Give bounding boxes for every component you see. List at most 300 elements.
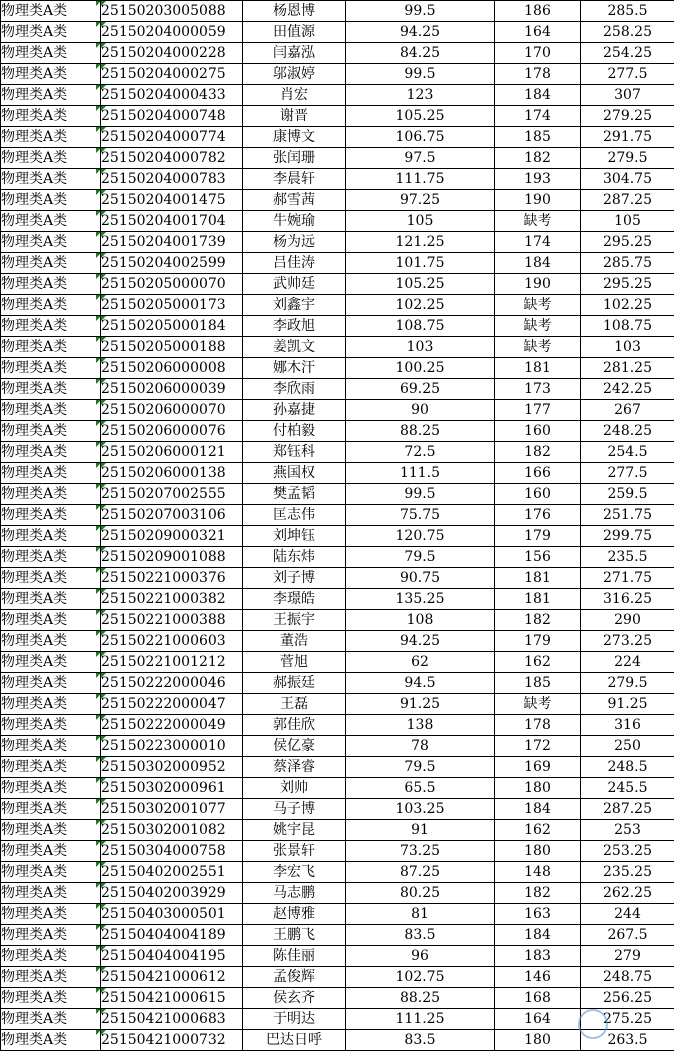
table-row[interactable] [1,484,674,505]
score2-cell[interactable]: 缺考 [495,211,581,232]
table-row[interactable] [1,106,674,127]
total-cell[interactable]: 277.5 [581,64,674,85]
score2-cell[interactable]: 169 [495,757,581,778]
exam-id-cell[interactable]: 25150207003106 [101,505,243,526]
table-row[interactable] [1,421,674,442]
category-cell[interactable]: 物理类A类 [1,316,101,337]
score2-cell[interactable]: 162 [495,820,581,841]
score2-cell[interactable]: 177 [495,400,581,421]
total-cell[interactable]: 291.75 [581,127,674,148]
total-cell[interactable]: 245.5 [581,778,674,799]
score1-cell[interactable]: 108.75 [346,316,495,337]
total-cell[interactable]: 267 [581,400,674,421]
score1-cell[interactable]: 97.25 [346,190,495,211]
exam-id-cell[interactable]: 25150204000228 [101,43,243,64]
score1-cell[interactable]: 94.5 [346,673,495,694]
total-cell[interactable]: 250 [581,736,674,757]
category-cell[interactable]: 物理类A类 [1,85,101,106]
score2-cell[interactable]: 163 [495,904,581,925]
table-row[interactable] [1,841,674,862]
table-row[interactable] [1,1009,674,1030]
table-row[interactable] [1,547,674,568]
score2-cell[interactable]: 180 [495,778,581,799]
score2-cell[interactable]: 182 [495,148,581,169]
score1-cell[interactable]: 120.75 [346,526,495,547]
exam-id-cell[interactable]: 25150404004195 [101,946,243,967]
name-cell[interactable]: 陈佳丽 [243,946,346,967]
exam-id-cell[interactable]: 25150206000070 [101,400,243,421]
category-cell[interactable]: 物理类A类 [1,64,101,85]
total-cell[interactable]: 299.75 [581,526,674,547]
category-cell[interactable]: 物理类A类 [1,568,101,589]
category-cell[interactable]: 物理类A类 [1,694,101,715]
total-cell[interactable]: 279.5 [581,148,674,169]
score1-cell[interactable]: 123 [346,85,495,106]
exam-id-cell[interactable]: 25150204000783 [101,169,243,190]
category-cell[interactable]: 物理类A类 [1,799,101,820]
category-cell[interactable]: 物理类A类 [1,43,101,64]
score2-cell[interactable]: 178 [495,715,581,736]
category-cell[interactable]: 物理类A类 [1,295,101,316]
table-row[interactable] [1,379,674,400]
score2-cell[interactable]: 173 [495,379,581,400]
score2-cell[interactable]: 166 [495,463,581,484]
total-cell[interactable]: 235.25 [581,862,674,883]
name-cell[interactable]: 侯玄齐 [243,988,346,1009]
category-cell[interactable]: 物理类A类 [1,463,101,484]
table-row[interactable] [1,925,674,946]
total-cell[interactable]: 244 [581,904,674,925]
score2-cell[interactable]: 160 [495,421,581,442]
total-cell[interactable]: 242.25 [581,379,674,400]
name-cell[interactable]: 邬淑婷 [243,64,346,85]
name-cell[interactable]: 赵博雅 [243,904,346,925]
score2-cell[interactable]: 182 [495,610,581,631]
score2-cell[interactable]: 179 [495,631,581,652]
category-cell[interactable]: 物理类A类 [1,211,101,232]
score1-cell[interactable]: 106.75 [346,127,495,148]
exam-id-cell[interactable]: 25150203005088 [101,1,243,22]
name-cell[interactable]: 刘帅 [243,778,346,799]
score1-cell[interactable]: 102.75 [346,967,495,988]
score2-cell[interactable]: 181 [495,589,581,610]
category-cell[interactable]: 物理类A类 [1,589,101,610]
score1-cell[interactable]: 94.25 [346,22,495,43]
category-cell[interactable]: 物理类A类 [1,337,101,358]
exam-id-cell[interactable]: 25150206000138 [101,463,243,484]
category-cell[interactable]: 物理类A类 [1,421,101,442]
name-cell[interactable]: 牛婉瑜 [243,211,346,232]
score1-cell[interactable]: 72.5 [346,442,495,463]
score1-cell[interactable]: 111.25 [346,1009,495,1030]
name-cell[interactable]: 于明达 [243,1009,346,1030]
exam-id-cell[interactable]: 25150221000603 [101,631,243,652]
table-row[interactable] [1,169,674,190]
exam-id-cell[interactable]: 25150221000382 [101,589,243,610]
score2-cell[interactable]: 184 [495,799,581,820]
category-cell[interactable]: 物理类A类 [1,505,101,526]
table-row[interactable] [1,904,674,925]
name-cell[interactable]: 樊孟韬 [243,484,346,505]
exam-id-cell[interactable]: 25150404004189 [101,925,243,946]
table-row[interactable] [1,568,674,589]
exam-id-cell[interactable]: 25150421000612 [101,967,243,988]
score1-cell[interactable]: 79.5 [346,757,495,778]
exam-id-cell[interactable]: 25150204000774 [101,127,243,148]
name-cell[interactable]: 闫嘉泓 [243,43,346,64]
table-row[interactable] [1,295,674,316]
category-cell[interactable]: 物理类A类 [1,841,101,862]
category-cell[interactable]: 物理类A类 [1,652,101,673]
name-cell[interactable]: 付柏毅 [243,421,346,442]
score2-cell[interactable]: 176 [495,505,581,526]
exam-id-cell[interactable]: 25150421000732 [101,1030,243,1051]
table-row[interactable] [1,778,674,799]
score2-cell[interactable]: 164 [495,1009,581,1030]
category-cell[interactable]: 物理类A类 [1,631,101,652]
score2-cell[interactable]: 185 [495,127,581,148]
name-cell[interactable]: 谢晋 [243,106,346,127]
exam-id-cell[interactable]: 25150223000010 [101,736,243,757]
category-cell[interactable]: 物理类A类 [1,883,101,904]
exam-id-cell[interactable]: 25150204000748 [101,106,243,127]
category-cell[interactable]: 物理类A类 [1,778,101,799]
score1-cell[interactable]: 138 [346,715,495,736]
score1-cell[interactable]: 90.75 [346,568,495,589]
name-cell[interactable]: 娜木汗 [243,358,346,379]
total-cell[interactable]: 108.75 [581,316,674,337]
name-cell[interactable]: 张闰珊 [243,148,346,169]
name-cell[interactable]: 李宏飞 [243,862,346,883]
total-cell[interactable]: 258.25 [581,22,674,43]
table-row[interactable] [1,883,674,904]
table-row[interactable] [1,463,674,484]
exam-id-cell[interactable]: 25150222000047 [101,694,243,715]
score2-cell[interactable]: 156 [495,547,581,568]
name-cell[interactable]: 郝振廷 [243,673,346,694]
name-cell[interactable]: 姜凯文 [243,337,346,358]
total-cell[interactable]: 307 [581,85,674,106]
category-cell[interactable]: 物理类A类 [1,253,101,274]
category-cell[interactable]: 物理类A类 [1,232,101,253]
score1-cell[interactable]: 65.5 [346,778,495,799]
category-cell[interactable]: 物理类A类 [1,967,101,988]
total-cell[interactable]: 248.75 [581,967,674,988]
name-cell[interactable]: 菅旭 [243,652,346,673]
total-cell[interactable]: 279 [581,946,674,967]
name-cell[interactable]: 马志鹏 [243,883,346,904]
exam-id-cell[interactable]: 25150205000188 [101,337,243,358]
table-row[interactable] [1,1,674,22]
exam-id-cell[interactable]: 25150204000275 [101,64,243,85]
score1-cell[interactable]: 103 [346,337,495,358]
score1-cell[interactable]: 91.25 [346,694,495,715]
exam-id-cell[interactable]: 25150207002555 [101,484,243,505]
total-cell[interactable]: 262.25 [581,883,674,904]
category-cell[interactable]: 物理类A类 [1,610,101,631]
table-row[interactable] [1,757,674,778]
score1-cell[interactable]: 108 [346,610,495,631]
table-row[interactable] [1,316,674,337]
table-row[interactable] [1,253,674,274]
total-cell[interactable]: 248.25 [581,421,674,442]
category-cell[interactable]: 物理类A类 [1,358,101,379]
score1-cell[interactable]: 103.25 [346,799,495,820]
total-cell[interactable]: 267.5 [581,925,674,946]
table-row[interactable] [1,127,674,148]
name-cell[interactable]: 匡志伟 [243,505,346,526]
category-cell[interactable]: 物理类A类 [1,1030,101,1051]
category-cell[interactable]: 物理类A类 [1,757,101,778]
name-cell[interactable]: 郑钰科 [243,442,346,463]
score2-cell[interactable]: 190 [495,274,581,295]
name-cell[interactable]: 燕国权 [243,463,346,484]
total-cell[interactable]: 281.25 [581,358,674,379]
table-row[interactable] [1,211,674,232]
category-cell[interactable]: 物理类A类 [1,169,101,190]
name-cell[interactable]: 康博文 [243,127,346,148]
exam-id-cell[interactable]: 25150205000070 [101,274,243,295]
score2-cell[interactable]: 148 [495,862,581,883]
total-cell[interactable]: 271.75 [581,568,674,589]
name-cell[interactable]: 孙嘉捷 [243,400,346,421]
exam-id-cell[interactable]: 25150206000121 [101,442,243,463]
table-row[interactable] [1,862,674,883]
category-cell[interactable]: 物理类A类 [1,484,101,505]
total-cell[interactable]: 279.5 [581,673,674,694]
name-cell[interactable]: 王鹏飞 [243,925,346,946]
name-cell[interactable]: 李政旭 [243,316,346,337]
exam-id-cell[interactable]: 25150204001704 [101,211,243,232]
total-cell[interactable]: 224 [581,652,674,673]
score1-cell[interactable]: 73.25 [346,841,495,862]
total-cell[interactable]: 295.25 [581,232,674,253]
table-row[interactable] [1,694,674,715]
score2-cell[interactable]: 172 [495,736,581,757]
total-cell[interactable]: 273.25 [581,631,674,652]
table-row[interactable] [1,358,674,379]
score2-cell[interactable]: 184 [495,253,581,274]
name-cell[interactable]: 杨为远 [243,232,346,253]
name-cell[interactable]: 肖宏 [243,85,346,106]
name-cell[interactable]: 李欣雨 [243,379,346,400]
table-row[interactable] [1,442,674,463]
category-cell[interactable]: 物理类A类 [1,1,101,22]
category-cell[interactable]: 物理类A类 [1,400,101,421]
score1-cell[interactable]: 105.25 [346,274,495,295]
exam-id-cell[interactable]: 25150204001475 [101,190,243,211]
name-cell[interactable]: 田值源 [243,22,346,43]
name-cell[interactable]: 王振宇 [243,610,346,631]
score2-cell[interactable]: 174 [495,232,581,253]
total-cell[interactable]: 256.25 [581,988,674,1009]
score2-cell[interactable]: 168 [495,988,581,1009]
exam-id-cell[interactable]: 25150421000683 [101,1009,243,1030]
table-row[interactable] [1,337,674,358]
name-cell[interactable]: 姚宇昆 [243,820,346,841]
score1-cell[interactable]: 111.75 [346,169,495,190]
name-cell[interactable]: 张景轩 [243,841,346,862]
score2-cell[interactable]: 180 [495,841,581,862]
score1-cell[interactable]: 75.75 [346,505,495,526]
exam-id-cell[interactable]: 25150204000782 [101,148,243,169]
total-cell[interactable]: 287.25 [581,190,674,211]
score1-cell[interactable]: 87.25 [346,862,495,883]
score2-cell[interactable]: 181 [495,358,581,379]
score2-cell[interactable]: 缺考 [495,337,581,358]
total-cell[interactable]: 248.5 [581,757,674,778]
category-cell[interactable]: 物理类A类 [1,904,101,925]
exam-id-cell[interactable]: 25150209000321 [101,526,243,547]
score2-cell[interactable]: 190 [495,190,581,211]
score1-cell[interactable]: 99.5 [346,64,495,85]
table-row[interactable] [1,946,674,967]
score2-cell[interactable]: 缺考 [495,295,581,316]
total-cell[interactable]: 316 [581,715,674,736]
category-cell[interactable]: 物理类A类 [1,148,101,169]
score1-cell[interactable]: 94.25 [346,631,495,652]
name-cell[interactable]: 王磊 [243,694,346,715]
total-cell[interactable]: 279.25 [581,106,674,127]
total-cell[interactable]: 105 [581,211,674,232]
total-cell[interactable]: 253 [581,820,674,841]
category-cell[interactable]: 物理类A类 [1,547,101,568]
score1-cell[interactable]: 78 [346,736,495,757]
score1-cell[interactable]: 97.5 [346,148,495,169]
score1-cell[interactable]: 121.25 [346,232,495,253]
exam-id-cell[interactable]: 25150221000388 [101,610,243,631]
total-cell[interactable]: 259.5 [581,484,674,505]
category-cell[interactable]: 物理类A类 [1,127,101,148]
name-cell[interactable]: 陆东炜 [243,547,346,568]
score1-cell[interactable]: 100.25 [346,358,495,379]
category-cell[interactable]: 物理类A类 [1,925,101,946]
score2-cell[interactable]: 146 [495,967,581,988]
exam-id-cell[interactable]: 25150221000376 [101,568,243,589]
score1-cell[interactable]: 96 [346,946,495,967]
name-cell[interactable]: 武帅廷 [243,274,346,295]
exam-id-cell[interactable]: 25150206000008 [101,358,243,379]
exam-id-cell[interactable]: 25150204000433 [101,85,243,106]
score1-cell[interactable]: 135.25 [346,589,495,610]
score1-cell[interactable]: 83.5 [346,925,495,946]
table-row[interactable] [1,652,674,673]
table-row[interactable] [1,274,674,295]
table-row[interactable] [1,673,674,694]
total-cell[interactable]: 316.25 [581,589,674,610]
table-row[interactable] [1,988,674,1009]
score2-cell[interactable]: 182 [495,442,581,463]
table-row[interactable] [1,22,674,43]
exam-id-cell[interactable]: 25150222000049 [101,715,243,736]
exam-id-cell[interactable]: 25150222000046 [101,673,243,694]
table-row[interactable] [1,64,674,85]
score2-cell[interactable]: 160 [495,484,581,505]
category-cell[interactable]: 物理类A类 [1,736,101,757]
total-cell[interactable]: 285.5 [581,1,674,22]
score1-cell[interactable]: 69.25 [346,379,495,400]
score1-cell[interactable]: 83.5 [346,1030,495,1051]
exam-id-cell[interactable]: 25150206000039 [101,379,243,400]
total-cell[interactable]: 91.25 [581,694,674,715]
table-row[interactable] [1,589,674,610]
category-cell[interactable]: 物理类A类 [1,442,101,463]
score1-cell[interactable]: 101.75 [346,253,495,274]
category-cell[interactable]: 物理类A类 [1,673,101,694]
total-cell[interactable]: 275.25 [581,1009,674,1030]
score2-cell[interactable]: 184 [495,925,581,946]
score1-cell[interactable]: 88.25 [346,421,495,442]
category-cell[interactable]: 物理类A类 [1,862,101,883]
total-cell[interactable]: 251.75 [581,505,674,526]
category-cell[interactable]: 物理类A类 [1,946,101,967]
table-row[interactable] [1,715,674,736]
total-cell[interactable]: 285.75 [581,253,674,274]
total-cell[interactable]: 254.5 [581,442,674,463]
score2-cell[interactable]: 缺考 [495,694,581,715]
score2-cell[interactable]: 174 [495,106,581,127]
total-cell[interactable]: 304.75 [581,169,674,190]
category-cell[interactable]: 物理类A类 [1,22,101,43]
exam-id-cell[interactable]: 25150302000961 [101,778,243,799]
table-row[interactable] [1,736,674,757]
name-cell[interactable]: 刘坤钰 [243,526,346,547]
total-cell[interactable]: 103 [581,337,674,358]
table-row[interactable] [1,190,674,211]
exam-id-cell[interactable]: 25150302001077 [101,799,243,820]
name-cell[interactable]: 李晨轩 [243,169,346,190]
score1-cell[interactable]: 99.5 [346,1,495,22]
category-cell[interactable]: 物理类A类 [1,988,101,1009]
score1-cell[interactable]: 91 [346,820,495,841]
name-cell[interactable]: 孟俊辉 [243,967,346,988]
score1-cell[interactable]: 90 [346,400,495,421]
score2-cell[interactable]: 185 [495,673,581,694]
name-cell[interactable]: 吕佳涛 [243,253,346,274]
score1-cell[interactable]: 88.25 [346,988,495,1009]
name-cell[interactable]: 马子博 [243,799,346,820]
category-cell[interactable]: 物理类A类 [1,190,101,211]
name-cell[interactable]: 董浩 [243,631,346,652]
total-cell[interactable]: 235.5 [581,547,674,568]
score1-cell[interactable]: 102.25 [346,295,495,316]
score1-cell[interactable]: 79.5 [346,547,495,568]
table-row[interactable] [1,232,674,253]
exam-id-cell[interactable]: 25150205000173 [101,295,243,316]
score1-cell[interactable]: 81 [346,904,495,925]
score2-cell[interactable]: 181 [495,568,581,589]
exam-id-cell[interactable]: 25150302000952 [101,757,243,778]
score2-cell[interactable]: 162 [495,652,581,673]
score2-cell[interactable]: 164 [495,22,581,43]
score1-cell[interactable]: 105.25 [346,106,495,127]
table-row[interactable] [1,43,674,64]
name-cell[interactable]: 郭佳欣 [243,715,346,736]
exam-id-cell[interactable]: 25150209001088 [101,547,243,568]
table-row[interactable] [1,631,674,652]
name-cell[interactable]: 刘鑫宇 [243,295,346,316]
exam-id-cell[interactable]: 25150304000758 [101,841,243,862]
total-cell[interactable]: 287.25 [581,799,674,820]
score1-cell[interactable]: 80.25 [346,883,495,904]
score2-cell[interactable]: 170 [495,43,581,64]
total-cell[interactable]: 102.25 [581,295,674,316]
total-cell[interactable]: 295.25 [581,274,674,295]
table-row[interactable] [1,799,674,820]
name-cell[interactable]: 郝雪茜 [243,190,346,211]
score1-cell[interactable]: 105 [346,211,495,232]
category-cell[interactable]: 物理类A类 [1,820,101,841]
